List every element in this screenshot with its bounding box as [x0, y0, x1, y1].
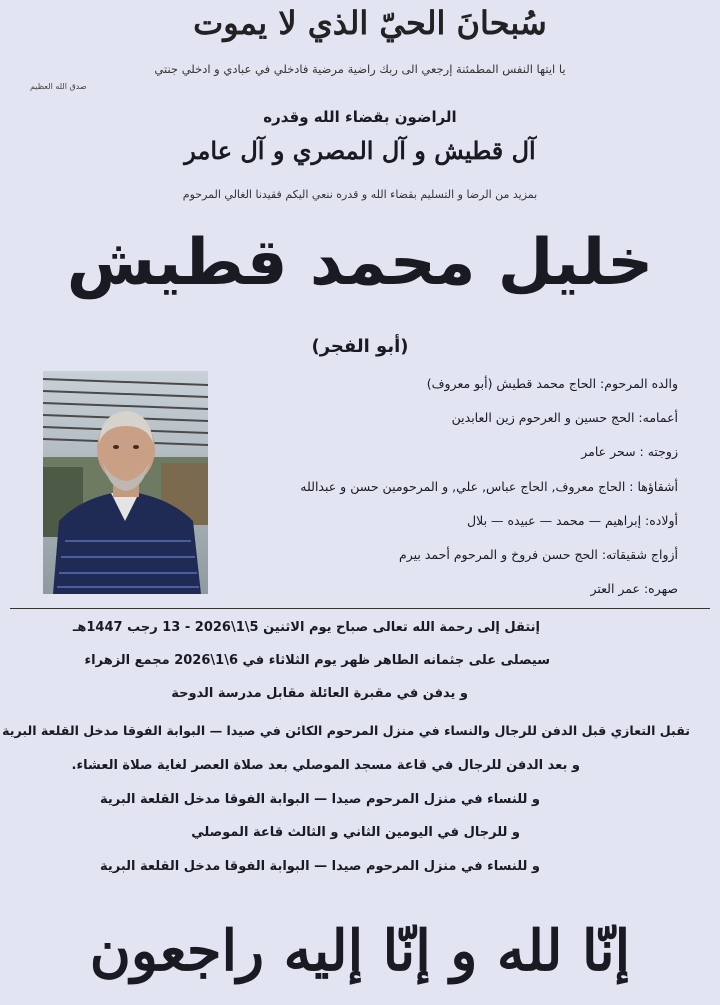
verse-source: صدق الله العظيم — [30, 82, 87, 91]
quran-verse: يا ايتها النفس المطمئنة إرجعي الى ربك راضية مرضية فادخلي في عبادي و ادخلي جنتي — [154, 62, 566, 76]
deceased-nickname: (أبو الفجر) — [311, 336, 409, 357]
relative-uncles: أعمامه: الحج حسين و العرحوم زين العابدين — [451, 410, 678, 426]
detail-women-1: و للنساء في منزل المرحوم صيدا — البوابة الفوقا مدخل القلعة البرية — [99, 792, 540, 807]
detail-prayer: سيصلى على جثمانه الطاهر ظهر يوم الثلاثاء في 6\1\2026 مجمع الزهراء — [84, 653, 550, 668]
families-intro: الراضون بقضاء الله وقدره — [263, 108, 457, 126]
deceased-photo — [43, 371, 208, 594]
relative-sisters-husbands: أزواج شقيقاته: الحج حسن فروخ و المرحوم أحمد بيرم — [399, 546, 678, 562]
relative-children: أولاده: إبراهيم — محمد — عبيده — بلال — [467, 512, 678, 528]
divider-line — [10, 608, 710, 609]
announcement: بمزيد من الرضا و التسليم بقضاء الله و قدره ننعي اليكم فقيدنا الغالي المرحوم — [182, 188, 538, 201]
relative-father: والده المرحوم: الحاج محمد قطيش (أبو معروف) — [426, 376, 678, 391]
detail-women-2: و للنساء في منزل المرحوم صيدا — البوابة الفوقا مدخل القلعة البرية — [99, 859, 540, 874]
footer-verse: إنّا لله و إنّا إليه راجعون — [89, 918, 631, 984]
detail-passing: إنتقل إلى رحمة الله تعالى صباح يوم الاثنين 5\1\2026 - 13 رجب 1447هـ — [72, 620, 540, 635]
detail-burial: و يدفن في مقبرة العائلة مقابل مدرسة الدوحة — [171, 686, 468, 701]
relative-in-law: صهره: عمر العتر — [590, 581, 678, 597]
detail-condolences-after: و بعد الدفن للرجال في قاعة مسجد الموصلي بعد صلاة العصر لغاية صلاة العشاء. — [71, 758, 580, 773]
deceased-name: خليل محمد قطيش — [66, 226, 654, 300]
detail-men-days: و للرجال في اليومين الثاني و الثالث قاعة الموصلي — [191, 825, 520, 840]
relative-siblings: أشقاؤها : الحاج معروف, الحاج عباس, علي, و المرحومين حسن و عبدالله — [300, 478, 678, 494]
header-calligraphy: سُبحانَ الحيّ الذي لا يموت — [193, 4, 547, 42]
portrait-photo — [43, 371, 208, 594]
detail-condolences-before: تقبل التعازي قبل الدفن للرجال والنساء في منزل المرحوم الكائن في صيدا — البوابة الفوقا مدخل القلعة البرية — [2, 723, 690, 738]
relative-wife: زوجته : سحر عامر — [581, 444, 678, 460]
relatives-list — [258, 374, 678, 613]
families: آل قطيش و آل المصري و آل عامر — [184, 136, 536, 165]
